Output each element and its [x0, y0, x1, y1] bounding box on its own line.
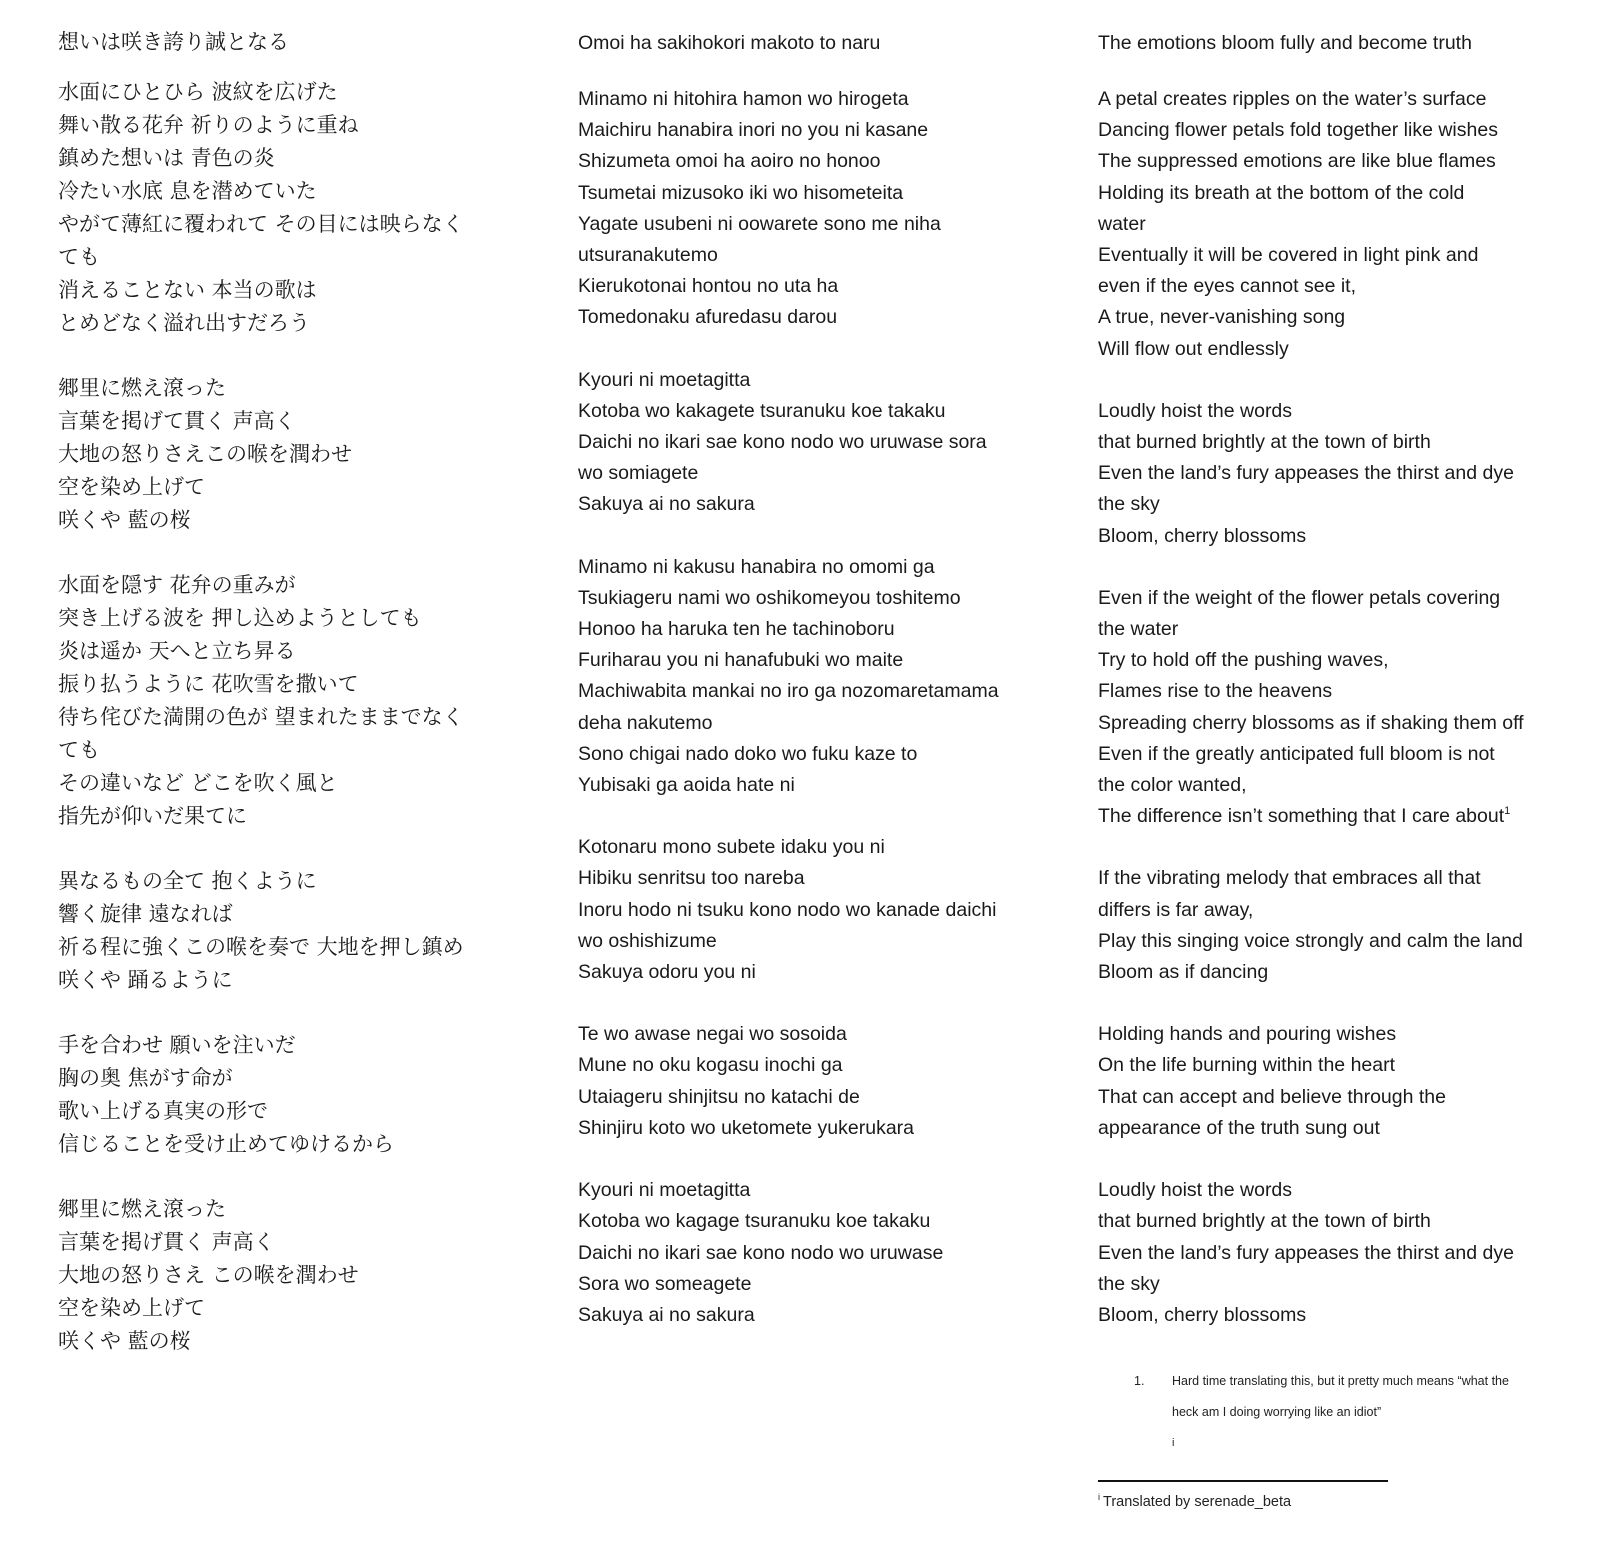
- japanese-lyric-line: とめどなく溢れ出すだろう: [58, 311, 310, 335]
- note-item: [1134, 1366, 1564, 1459]
- footnote-text: Translated by serenade_beta: [1103, 1494, 1292, 1510]
- romaji-lyric-line: Te wo awase negai wo sosoida: [578, 1023, 847, 1046]
- english-lyric-line: Spreading cherry blossoms as if shaking them off: [1098, 711, 1524, 734]
- japanese-lyric-line: 炎は遥か 天へと立ち昇る: [58, 639, 296, 663]
- japanese-lyric-line: 舞い散る花弁 祈りのように重ね: [58, 113, 359, 137]
- romaji-lyric-line: Kyouri ni moetagitta: [578, 1179, 751, 1202]
- japanese-stanza: [58, 865, 538, 997]
- japanese-lyric-line: 大地の怒りさえ この喉を潤わせ: [58, 1263, 359, 1287]
- english-lyric-line: Even the land’s fury appeases the thirst and dye: [1098, 462, 1514, 485]
- english-lyric-line: Loudly hoist the words: [1098, 1179, 1293, 1202]
- romaji-lyric-line: wo somiagete: [578, 462, 699, 485]
- romaji-stanza: [578, 1175, 1048, 1331]
- english-lyric-line: On the life burning within the heart: [1098, 1054, 1396, 1077]
- romaji-title: Omoi ha sakihokori makoto to naru: [578, 32, 881, 54]
- english-lyric-line: water: [1098, 212, 1146, 235]
- english-lyric-line: the color wanted,: [1098, 774, 1247, 797]
- romaji-lyric-line: Kyouri ni moetagitta: [578, 368, 751, 391]
- romaji-lyric-line: Sakuya ai no sakura: [578, 1303, 755, 1326]
- japanese-lyric-line: 振り払うように 花吹雪を撒いて: [58, 672, 359, 696]
- english-stanza: [1098, 396, 1568, 552]
- romaji-lyric-line: Sora wo someagete: [578, 1272, 752, 1295]
- japanese-stanza: [58, 372, 538, 537]
- japanese-lyric-line: 咲くや 藍の桜: [58, 1329, 191, 1353]
- english-lyric-line: Bloom, cherry blossoms: [1098, 524, 1307, 547]
- romaji-lyric-line: Tomedonaku afuredasu darou: [578, 306, 838, 329]
- romaji-stanza: [578, 365, 1048, 521]
- japanese-stanzas: [58, 76, 538, 1358]
- romaji-lyric-line: Yagate usubeni ni oowarete sono me niha: [578, 212, 941, 235]
- romaji-lyric-line: Shizumeta omoi ha aoiro no honoo: [578, 150, 881, 173]
- english-lyric-line: Even if the greatly anticipated full bloom is not: [1098, 742, 1495, 765]
- romaji-lyric-line: Kotoba wo kagage tsuranuku koe takaku: [578, 1210, 931, 1233]
- japanese-lyric-line: 指先が仰いだ果てに: [58, 804, 247, 828]
- japanese-lyric-line: 咲くや 踊るように: [58, 968, 233, 992]
- japanese-stanza: [58, 76, 538, 340]
- english-lyric-line: If the vibrating melody that embraces all that: [1098, 867, 1481, 890]
- japanese-lyric-line: 郷里に燃え滾った: [58, 1197, 226, 1221]
- english-lyric-line: even if the eyes cannot see it,: [1098, 275, 1356, 298]
- footnote-marker: i: [1098, 1492, 1100, 1502]
- romaji-lyric-line: Daichi no ikari sae kono nodo wo uruwase sora: [578, 431, 987, 454]
- romaji-lyric-line: Yubisaki ga aoida hate ni: [578, 774, 795, 797]
- english-lyric-line: That can accept and believe through the: [1098, 1085, 1446, 1108]
- romaji-lyric-line: wo oshishizume: [578, 929, 717, 952]
- japanese-lyrics-column: [58, 22, 538, 1390]
- english-lyric-line: Even if the weight of the flower petals covering: [1098, 586, 1501, 609]
- japanese-lyric-line: 祈る程に強くこの喉を奏で 大地を押し鎮め: [58, 935, 464, 959]
- english-lyric-line: A true, never-vanishing song: [1098, 306, 1346, 329]
- japanese-lyric-line: ても: [58, 738, 100, 762]
- japanese-stanza: [58, 569, 538, 833]
- japanese-title: 想いは咲き誇り誠となる: [58, 30, 289, 54]
- note-line: Hard time translating this, but it pretty much means “what the: [1172, 1374, 1509, 1388]
- romaji-lyric-line: Hibiku senritsu too nareba: [578, 867, 805, 890]
- japanese-lyric-line: 胸の奥 焦がす命が: [58, 1066, 233, 1090]
- japanese-lyric-line: 水面にひとひら 波紋を広げた: [58, 80, 338, 104]
- romaji-lyric-line: Sakuya odoru you ni: [578, 961, 756, 984]
- footnote-divider: [1098, 1480, 1388, 1482]
- english-stanza: [1098, 84, 1568, 365]
- english-lyric-line: Loudly hoist the words: [1098, 399, 1293, 422]
- english-lyric-line: A petal creates ripples on the water’s surface: [1098, 88, 1487, 110]
- romaji-stanza: [578, 552, 1048, 802]
- english-lyric-line: Eventually it will be covered in light pink and: [1098, 244, 1479, 267]
- japanese-lyric-line: 突き上げる波を 押し込めようとしても: [58, 606, 422, 630]
- romaji-lyric-line: Furiharau you ni hanafubuki wo maite: [578, 649, 904, 672]
- japanese-lyric-line: 咲くや 藍の桜: [58, 508, 191, 532]
- romaji-lyric-line: Utaiageru shinjitsu no katachi de: [578, 1085, 860, 1108]
- japanese-lyric-line: 信じることを受け止めてゆけるから: [58, 1132, 394, 1156]
- japanese-stanza: [58, 1193, 538, 1358]
- english-lyric-line: The suppressed emotions are like blue flames: [1098, 150, 1496, 173]
- english-lyric-line: Flames rise to the heavens: [1098, 680, 1333, 703]
- romaji-lyric-line: Shinjiru koto wo uketomete yukerukara: [578, 1116, 915, 1139]
- romaji-lyric-line: Tsukiageru nami wo oshikomeyou toshitemo: [578, 586, 961, 609]
- japanese-lyric-line: ても: [58, 245, 100, 269]
- english-lyric-line: Try to hold off the pushing waves,: [1098, 649, 1389, 672]
- english-stanza: [1098, 1175, 1568, 1331]
- romaji-lyric-line: Minamo ni kakusu hanabira no omomi ga: [578, 555, 935, 578]
- japanese-lyric-line: 消えることない 本当の歌は: [58, 278, 317, 302]
- romaji-lyric-line: Kierukotonai hontou no uta ha: [578, 275, 839, 298]
- english-lyric-line: Will flow out endlessly: [1098, 337, 1289, 360]
- english-lyric-line: Holding hands and pouring wishes: [1098, 1023, 1397, 1046]
- english-lyric-line: Holding its breath at the bottom of the cold: [1098, 181, 1465, 204]
- romaji-lyric-line: Inoru hodo ni tsuku kono nodo wo kanade daichi: [578, 898, 997, 921]
- romaji-stanza: [578, 84, 1048, 334]
- romaji-stanzas: [578, 84, 1048, 1331]
- romaji-lyric-line: Tsumetai mizusoko iki wo hisometeita: [578, 181, 904, 204]
- japanese-lyric-line: 異なるもの全て 抱くように: [58, 869, 317, 893]
- english-lyric-line: Play this singing voice strongly and calm the land: [1098, 929, 1523, 952]
- romaji-lyric-line: Daichi no ikari sae kono nodo wo uruwase: [578, 1241, 944, 1264]
- footnote: [1098, 1494, 1291, 1510]
- english-lyric-line: differs is far away,: [1098, 898, 1254, 921]
- english-title: The emotions bloom fully and become truth: [1098, 32, 1472, 54]
- english-stanza: [1098, 583, 1568, 833]
- english-lyric-line: The difference isn’t something that I care about$^1$: [1098, 805, 1511, 828]
- note-number: 1.: [1134, 1374, 1145, 1388]
- romaji-lyric-line: Sakuya ai no sakura: [578, 493, 755, 516]
- japanese-lyric-line: 大地の怒りさえこの喉を潤わせ: [58, 442, 352, 466]
- english-lyric-line: that burned brightly at the town of birth: [1098, 431, 1431, 454]
- english-stanza: [1098, 1019, 1568, 1144]
- japanese-lyric-line: 待ち侘びた満開の色が 望まれたままでなく: [58, 705, 464, 729]
- english-lyric-line: the sky: [1098, 493, 1160, 516]
- english-lyric-line: appearance of the truth sung out: [1098, 1116, 1380, 1139]
- japanese-lyric-line: 水面を隠す 花弁の重みが: [58, 573, 296, 597]
- english-lyrics-column: [1098, 22, 1568, 1362]
- english-lyric-line: Dancing flower petals fold together like wishes: [1098, 119, 1498, 142]
- romaji-lyric-line: Minamo ni hitohira hamon wo hirogeta: [578, 88, 909, 110]
- romaji-lyric-line: Machiwabita mankai no iro ga nozomaretamama: [578, 680, 999, 703]
- note-line: heck am I doing worrying like an idiot”: [1172, 1405, 1382, 1419]
- note-endnote-marker: i: [1172, 1437, 1175, 1449]
- romaji-lyric-line: Kotonaru mono subete idaku you ni: [578, 836, 885, 859]
- english-lyric-line: the sky: [1098, 1272, 1160, 1295]
- footnote-reference: 1: [1504, 805, 1511, 818]
- english-lyric-line: Bloom as if dancing: [1098, 961, 1269, 984]
- japanese-stanza: [58, 1029, 538, 1161]
- japanese-lyric-line: 郷里に燃え滾った: [58, 376, 226, 400]
- english-lyric-line: that burned brightly at the town of birth: [1098, 1210, 1431, 1233]
- english-stanzas: [1098, 84, 1568, 1331]
- english-lyric-line: Even the land’s fury appeases the thirst and dye: [1098, 1241, 1514, 1264]
- romaji-lyric-line: Mune no oku kogasu inochi ga: [578, 1054, 843, 1077]
- romaji-lyric-line: deha nakutemo: [578, 711, 713, 734]
- romaji-lyric-line: Maichiru hanabira inori no you ni kasane: [578, 119, 929, 142]
- japanese-lyric-line: 言葉を掲げ貫く 声高く: [58, 1230, 275, 1254]
- romaji-stanza: [578, 1019, 1048, 1144]
- english-lyric-line: Bloom, cherry blossoms: [1098, 1303, 1307, 1326]
- english-lyric-line: the water: [1098, 618, 1179, 641]
- romaji-lyric-line: Kotoba wo kakagete tsuranuku koe takaku: [578, 399, 946, 422]
- english-stanza: [1098, 863, 1568, 988]
- romaji-lyric-line: Honoo ha haruka ten he tachinoboru: [578, 618, 895, 641]
- japanese-lyric-line: 歌い上げる真実の形で: [58, 1099, 268, 1123]
- japanese-lyric-line: その違いなど どこを吹く風と: [58, 771, 338, 795]
- romaji-lyric-line: Sono chigai nado doko wo fuku kaze to: [578, 742, 918, 765]
- japanese-lyric-line: やがて薄紅に覆われて その目には映らなく: [58, 212, 464, 236]
- japanese-lyric-line: 手を合わせ 願いを注いだ: [58, 1033, 296, 1057]
- translator-notes: [1134, 1366, 1564, 1459]
- japanese-lyric-line: 言葉を掲げて貫く 声高く: [58, 409, 296, 433]
- japanese-lyric-line: 空を染め上げて: [58, 475, 205, 499]
- japanese-lyric-line: 空を染め上げて: [58, 1296, 205, 1320]
- japanese-lyric-line: 響く旋律 遠なれば: [58, 902, 233, 926]
- romaji-lyric-line: utsuranakutemo: [578, 244, 718, 267]
- japanese-lyric-line: 鎮めた想いは 青色の炎: [58, 146, 275, 170]
- japanese-lyric-line: 冷たい水底 息を潜めていた: [58, 179, 317, 203]
- romaji-stanza: [578, 832, 1048, 988]
- romaji-lyrics-column: [578, 22, 1048, 1362]
